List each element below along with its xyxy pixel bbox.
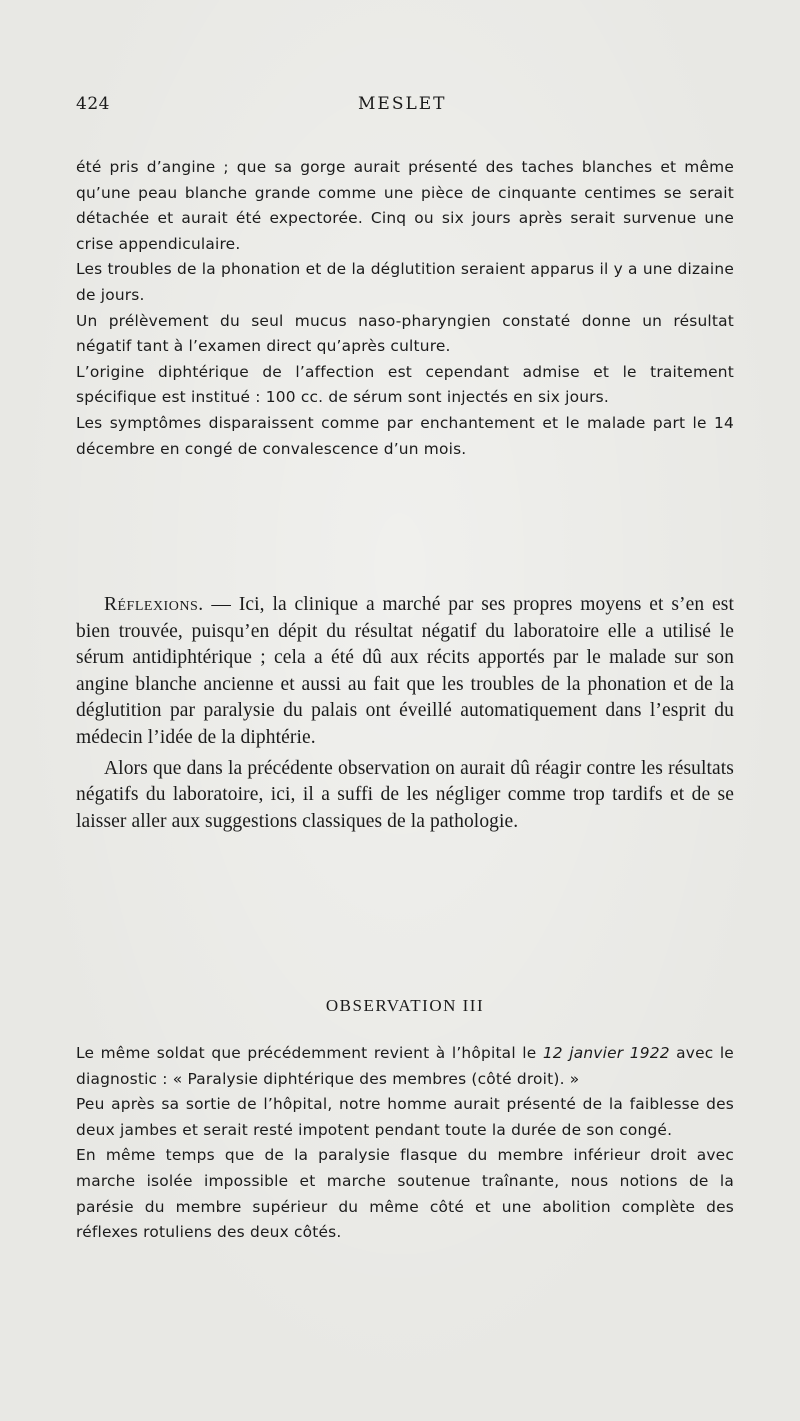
reflexions-paragraph — [76, 592, 734, 752]
observation-section — [76, 1041, 734, 1246]
reflexions-text: — Ici, la clinique a marché par ses propres moyens et s’en est bien trouvée, puisqu’en dépit du résultat négatif du laboratoire elle a utilisé le sérum antidiphtérique ; cela a été dû aux récits apportés par le malade sur son angine blanche ancienne et aussi au fait que les troubles de la phonation et de la déglutition par paralysie du palais ont éveillé automatiquement dans l’esprit du médecin l’idée de la diphtérie. — [76, 594, 734, 748]
observation-title: OBSERVATION III — [325, 996, 485, 1015]
observation-text: avec le diagnostic : « Paralysie diphtérique des membres (côté droit). » — [76, 1044, 734, 1088]
paragraph: L’origine diphtérique de l’affection est cependant admise et le traitement spécifique est institué : 100 cc. de sérum sont injectés en six jours. — [76, 362, 734, 407]
observation-date: 12 janvier 1922 — [542, 1044, 670, 1062]
intro-section — [76, 155, 734, 462]
paragraph: Alors que dans la précédente observation on aurait dû réagir contre les résultats négatifs du laboratoire, ici, il a suffi de les négliger comme trop tardifs et de se laisser aller aux suggestions classiques de la pathologie. — [76, 757, 734, 832]
page-number: 424 — [76, 94, 110, 114]
paragraph: Un prélèvement du seul mucus naso-pharyngien constaté donne un résultat négatif tant à l’examen direct qu’après culture. — [76, 311, 734, 356]
observation-paragraph — [76, 1041, 734, 1092]
paragraph: été pris d’angine ; que sa gorge aurait présenté des taches blanches et même qu’une peau blanche grande comme une pièce de cinquante centimes se serait détachée et aurait été expectorée. Cinq ou six jours après serait survenue une crise appendiculaire. — [76, 158, 734, 253]
reflexions-section — [76, 592, 734, 835]
paragraph: Les troubles de la phonation et de la déglutition seraient apparus il y a une dizaine de jours. — [76, 260, 734, 304]
page-header — [76, 94, 736, 118]
paragraph: Peu après sa sortie de l’hôpital, notre homme aurait présenté de la faiblesse des deux jambes et serait resté impotent pendant toute la durée de son congé. — [76, 1095, 734, 1139]
running-head: MESLET — [358, 94, 447, 114]
reflexions-label: Réflexions. — [104, 594, 204, 615]
observation-text: Le même soldat que précédemment revient à l’hôpital le — [76, 1044, 543, 1062]
paragraph: En même temps que de la paralysie flasque du membre inférieur droit avec marche isolée impossible et marche soutenue traînante, nous notions de la parésie du membre supérieur du même côté et une abolition complète des réflexes rotuliens des deux côtés. — [76, 1146, 734, 1242]
paragraph: Les symptômes disparaissent comme par enchantement et le malade part le 14 décembre en congé de convalescence d’un mois. — [76, 413, 734, 458]
